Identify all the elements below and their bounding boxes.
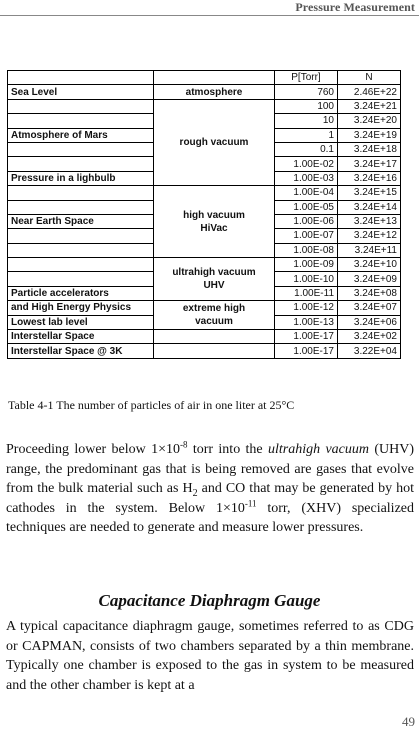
page-number: 49 xyxy=(402,714,415,729)
pressure-cell: 1.00E-06 xyxy=(275,214,338,228)
particle-count-cell: 3.24E+19 xyxy=(338,128,401,142)
table-row xyxy=(8,85,401,99)
pressure-cell: 1.00E-13 xyxy=(275,315,338,329)
range-cell xyxy=(154,186,275,258)
range-label-line: high vacuum xyxy=(183,209,245,221)
pressure-cell: 1.00E-17 xyxy=(275,344,338,358)
exponent: -11 xyxy=(244,497,257,508)
range-label-line: UHV xyxy=(203,280,225,292)
location-cell xyxy=(8,200,154,214)
location-cell: Interstellar Space xyxy=(8,330,154,344)
range-cell xyxy=(154,344,275,358)
range-cell: atmosphere xyxy=(154,85,275,99)
location-cell: Atmosphere of Mars xyxy=(8,128,154,142)
pressure-cell: 760 xyxy=(275,85,338,99)
pressure-cell: 0.1 xyxy=(275,142,338,156)
particle-count-cell: 3.24E+07 xyxy=(338,301,401,315)
pressure-cell: 1.00E-05 xyxy=(275,200,338,214)
running-header: Pressure Measurement xyxy=(295,0,415,14)
particle-count-cell: 3.22E+04 xyxy=(338,344,401,358)
location-cell xyxy=(8,243,154,257)
section-heading: Capacitance Diaphragm Gauge xyxy=(98,591,321,610)
pressure-cell: 1.00E-08 xyxy=(275,243,338,257)
pressure-cell: 1.00E-09 xyxy=(275,258,338,272)
particle-count-cell: 3.24E+18 xyxy=(338,142,401,156)
location-cell: Lowest lab level xyxy=(8,315,154,329)
range-label-line: vacuum xyxy=(195,316,233,328)
location-cell: Near Earth Space xyxy=(8,214,154,228)
text-run: Proceeding lower below 1×10 xyxy=(6,442,181,457)
particle-count-cell: 3.24E+12 xyxy=(338,229,401,243)
particle-count-cell: 3.24E+13 xyxy=(338,214,401,228)
pressure-cell: 1.00E-11 xyxy=(275,286,338,300)
table-header-cell xyxy=(154,71,275,85)
table-header-cell: P[Torr] xyxy=(275,71,338,85)
emphasis-term: ultrahigh vacuum xyxy=(268,442,370,457)
range-label-line: extreme high xyxy=(182,303,246,315)
range-label-line: HiVac xyxy=(200,222,228,234)
particles-table xyxy=(7,70,401,359)
location-cell: Sea Level xyxy=(8,85,154,99)
location-cell: Interstellar Space @ 3K xyxy=(8,344,154,358)
exponent: -8 xyxy=(180,439,188,450)
table-row xyxy=(8,301,401,315)
pressure-cell: 10 xyxy=(275,114,338,128)
particle-count-cell: 3.24E+02 xyxy=(338,330,401,344)
location-cell xyxy=(8,258,154,272)
pressure-cell: 1.00E-17 xyxy=(275,330,338,344)
range-cell xyxy=(154,301,275,330)
table-header-row xyxy=(8,71,401,85)
location-cell xyxy=(8,142,154,156)
table-row xyxy=(8,344,401,358)
particle-count-cell: 3.24E+14 xyxy=(338,200,401,214)
pressure-cell: 1.00E-10 xyxy=(275,272,338,286)
table-row xyxy=(8,330,401,344)
text-run: torr into the xyxy=(187,442,268,457)
pressure-cell: 1.00E-03 xyxy=(275,171,338,185)
particle-count-cell: 3.24E+16 xyxy=(338,171,401,185)
particle-count-cell: 3.24E+09 xyxy=(338,272,401,286)
location-cell xyxy=(8,272,154,286)
table-row xyxy=(8,99,401,113)
particle-count-cell: 3.24E+08 xyxy=(338,286,401,300)
text-run: (UHV) range, the predominant gas that is being removed are gases that evolve from the bulk material such as H xyxy=(6,442,415,496)
table-caption: Table 4-1 The number of particles of air in one liter at 25°C xyxy=(8,398,295,412)
pressure-cell: 1.00E-04 xyxy=(275,186,338,200)
particle-count-cell: 3.24E+21 xyxy=(338,99,401,113)
location-cell: Pressure in a lighbulb xyxy=(8,171,154,185)
paragraph-uhv xyxy=(6,440,414,538)
location-cell: Particle accelerators xyxy=(8,286,154,300)
particle-count-cell: 3.24E+10 xyxy=(338,258,401,272)
range-cell: rough vacuum xyxy=(154,99,275,185)
pressure-cell: 1.00E-12 xyxy=(275,301,338,315)
location-cell xyxy=(8,186,154,200)
paragraph-cdg: A typical capacitance diaphragm gauge, sometimes referred to as CDG or CAPMAN, consists of two chambers separated by a thin membrane. Typically one chamber is exposed to the gas in system to be measured and the other chamber is kept at a xyxy=(6,619,414,693)
table-row xyxy=(8,186,401,200)
table-header-cell: N xyxy=(338,71,401,85)
pressure-cell: 1 xyxy=(275,128,338,142)
subscript: 2 xyxy=(192,487,198,499)
location-cell xyxy=(8,229,154,243)
particle-count-cell: 3.24E+06 xyxy=(338,315,401,329)
table-row xyxy=(8,258,401,272)
text-run: torr, (XHV) specialized techniques are needed to generate and measure lower pressures. xyxy=(6,500,415,535)
range-cell xyxy=(154,330,275,344)
range-label-line: ultrahigh vacuum xyxy=(172,267,256,279)
particle-count-cell: 3.24E+11 xyxy=(338,243,401,257)
particle-count-cell: 3.24E+17 xyxy=(338,157,401,171)
location-cell xyxy=(8,157,154,171)
particle-count-cell: 3.24E+15 xyxy=(338,186,401,200)
text-run: and CO that may be generated by hot cathodes in the system. Below 1×10 xyxy=(6,481,414,516)
particle-count-cell: 2.46E+22 xyxy=(338,85,401,99)
location-cell xyxy=(8,114,154,128)
table-header-cell xyxy=(8,71,154,85)
location-cell: and High Energy Physics xyxy=(8,301,154,315)
range-cell xyxy=(154,258,275,301)
particle-count-cell: 3.24E+20 xyxy=(338,114,401,128)
pressure-cell: 1.00E-02 xyxy=(275,157,338,171)
header-rule xyxy=(0,15,419,16)
location-cell xyxy=(8,99,154,113)
pressure-cell: 100 xyxy=(275,99,338,113)
pressure-cell: 1.00E-07 xyxy=(275,229,338,243)
